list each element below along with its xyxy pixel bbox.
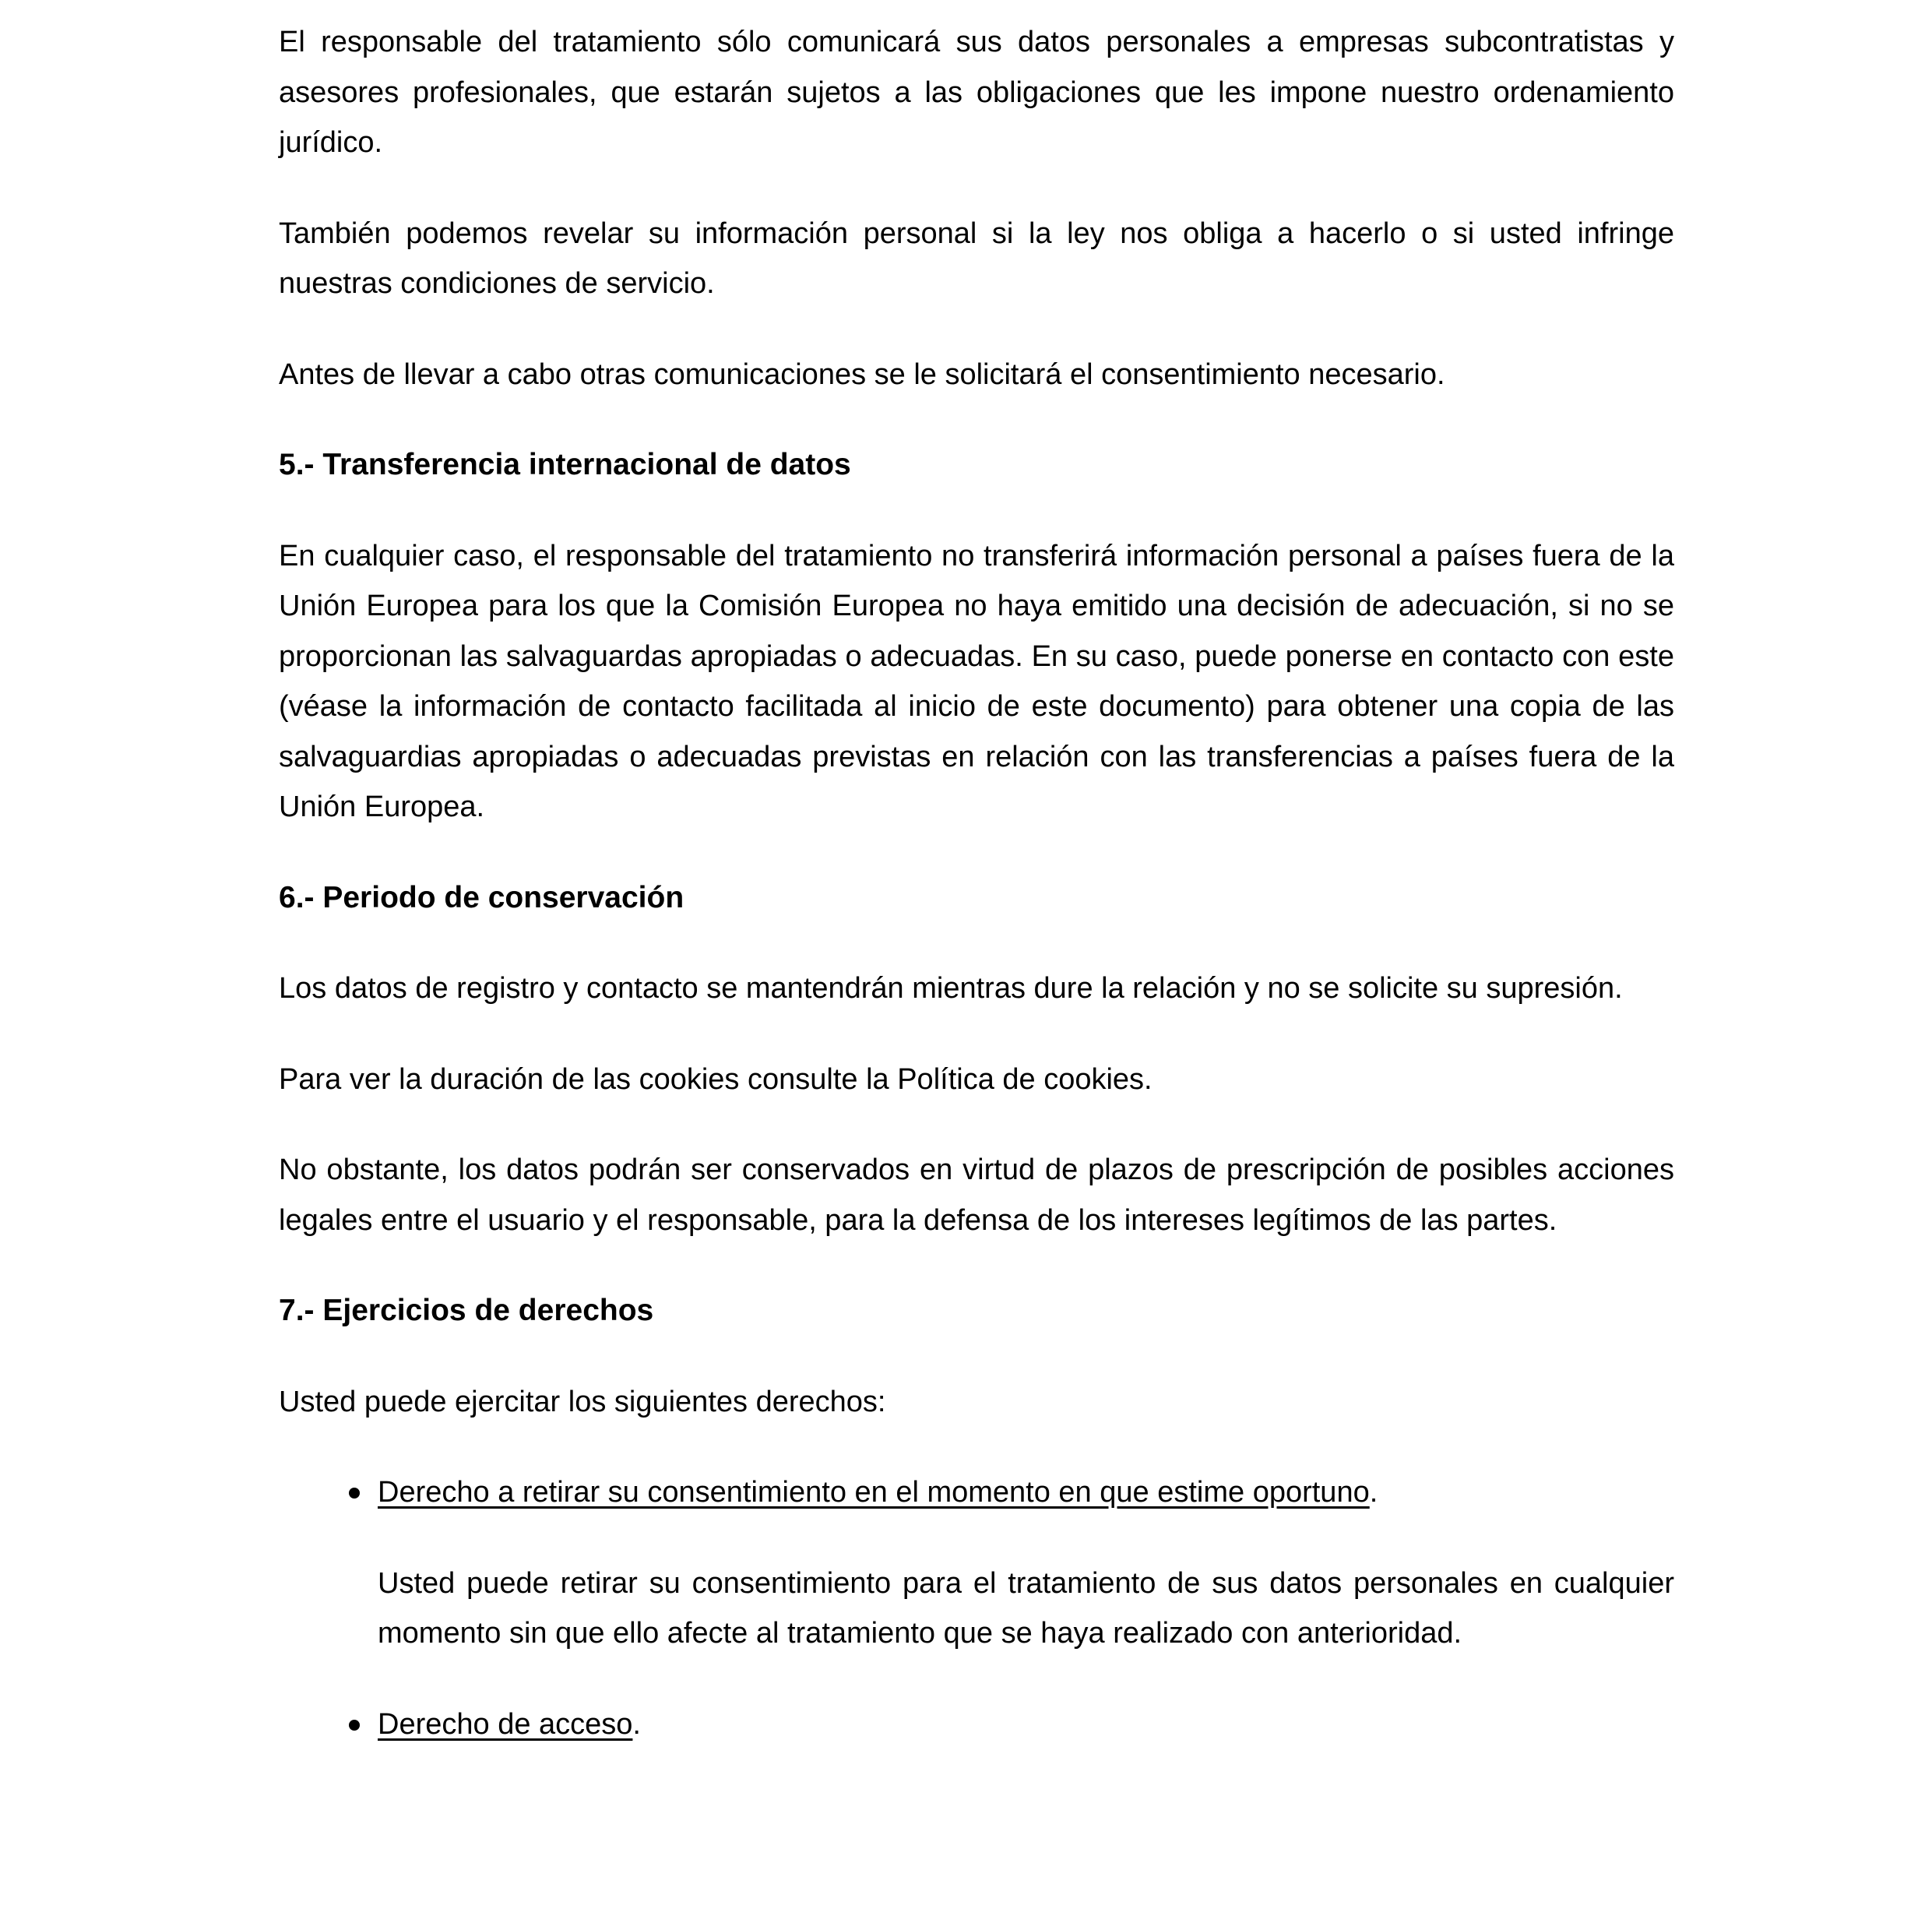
right-description-withdraw-consent: Usted puede retirar su consentimiento para el tratamiento de sus datos personales en cualquier momento sin que ello afecte al tratamiento que se haya realizado con anterioridad. [378, 1566, 1674, 1650]
paragraph-legal-disclosure: También podemos revelar su información personal si la ley nos obliga a hacerlo o si usted infringe nuestras condiciones de servicio. [279, 217, 1674, 300]
document-page [279, 17, 1674, 1790]
paragraph-rights-intro: Usted puede ejercitar los siguientes derechos: [279, 1385, 886, 1418]
paragraph-cookies-duration: Para ver la duración de las cookies consulte la Política de cookies. [279, 1062, 1153, 1096]
bullet-icon [349, 1488, 360, 1499]
right-title-suffix: . [632, 1707, 641, 1741]
right-title-suffix: . [1369, 1476, 1378, 1509]
paragraph-data-disclosure: El responsable del tratamiento sólo comunicará sus datos personales a empresas subcontratistas y asesores profesionales, que estarán sujetos a las obligaciones que les impone nuestro ordenamiento jurídico. [279, 26, 1674, 159]
rights-list [279, 1467, 1674, 1749]
list-item [279, 1467, 1674, 1659]
section-heading-rights: 7.- Ejercicios de derechos [279, 1294, 654, 1327]
section-heading-retention-period: 6.- Periodo de conservación [279, 880, 684, 914]
paragraph-international-transfer: En cualquier caso, el responsable del tratamiento no transferirá información personal a países fuera de la Unión Europea para los que la Comisión Europea no haya emitido una decisión de adecuación, si no se proporcionan las salvaguardas apropiadas o adecuadas. En su caso, puede ponerse en contacto con este (véase la información de contacto facilitada al inicio de este documento) para obtener una copia de las salvaguardias apropiadas o adecuadas previstas en relación con las transferencias a países fuera de la Unión Europea. [279, 539, 1674, 823]
list-item [279, 1699, 1674, 1750]
bullet-icon [349, 1720, 360, 1731]
right-title-withdraw-consent: Derecho a retirar su consentimiento en el momento en que estime oportuno [378, 1476, 1370, 1509]
paragraph-retention-legal: No obstante, los datos podrán ser conservados en virtud de plazos de prescripción de posibles acciones legales entre el usuario y el responsable, para la defensa de los intereses legítimos de las partes. [279, 1153, 1674, 1237]
paragraph-consent-notice: Antes de llevar a cabo otras comunicaciones se le solicitará el consentimiento necesario. [279, 357, 1445, 391]
right-title-access: Derecho de acceso [378, 1707, 633, 1741]
section-heading-international-transfer: 5.- Transferencia internacional de datos [279, 448, 851, 481]
paragraph-retention-contact-data: Los datos de registro y contacto se mantendrán mientras dure la relación y no se solicite su supresión. [279, 972, 1623, 1005]
